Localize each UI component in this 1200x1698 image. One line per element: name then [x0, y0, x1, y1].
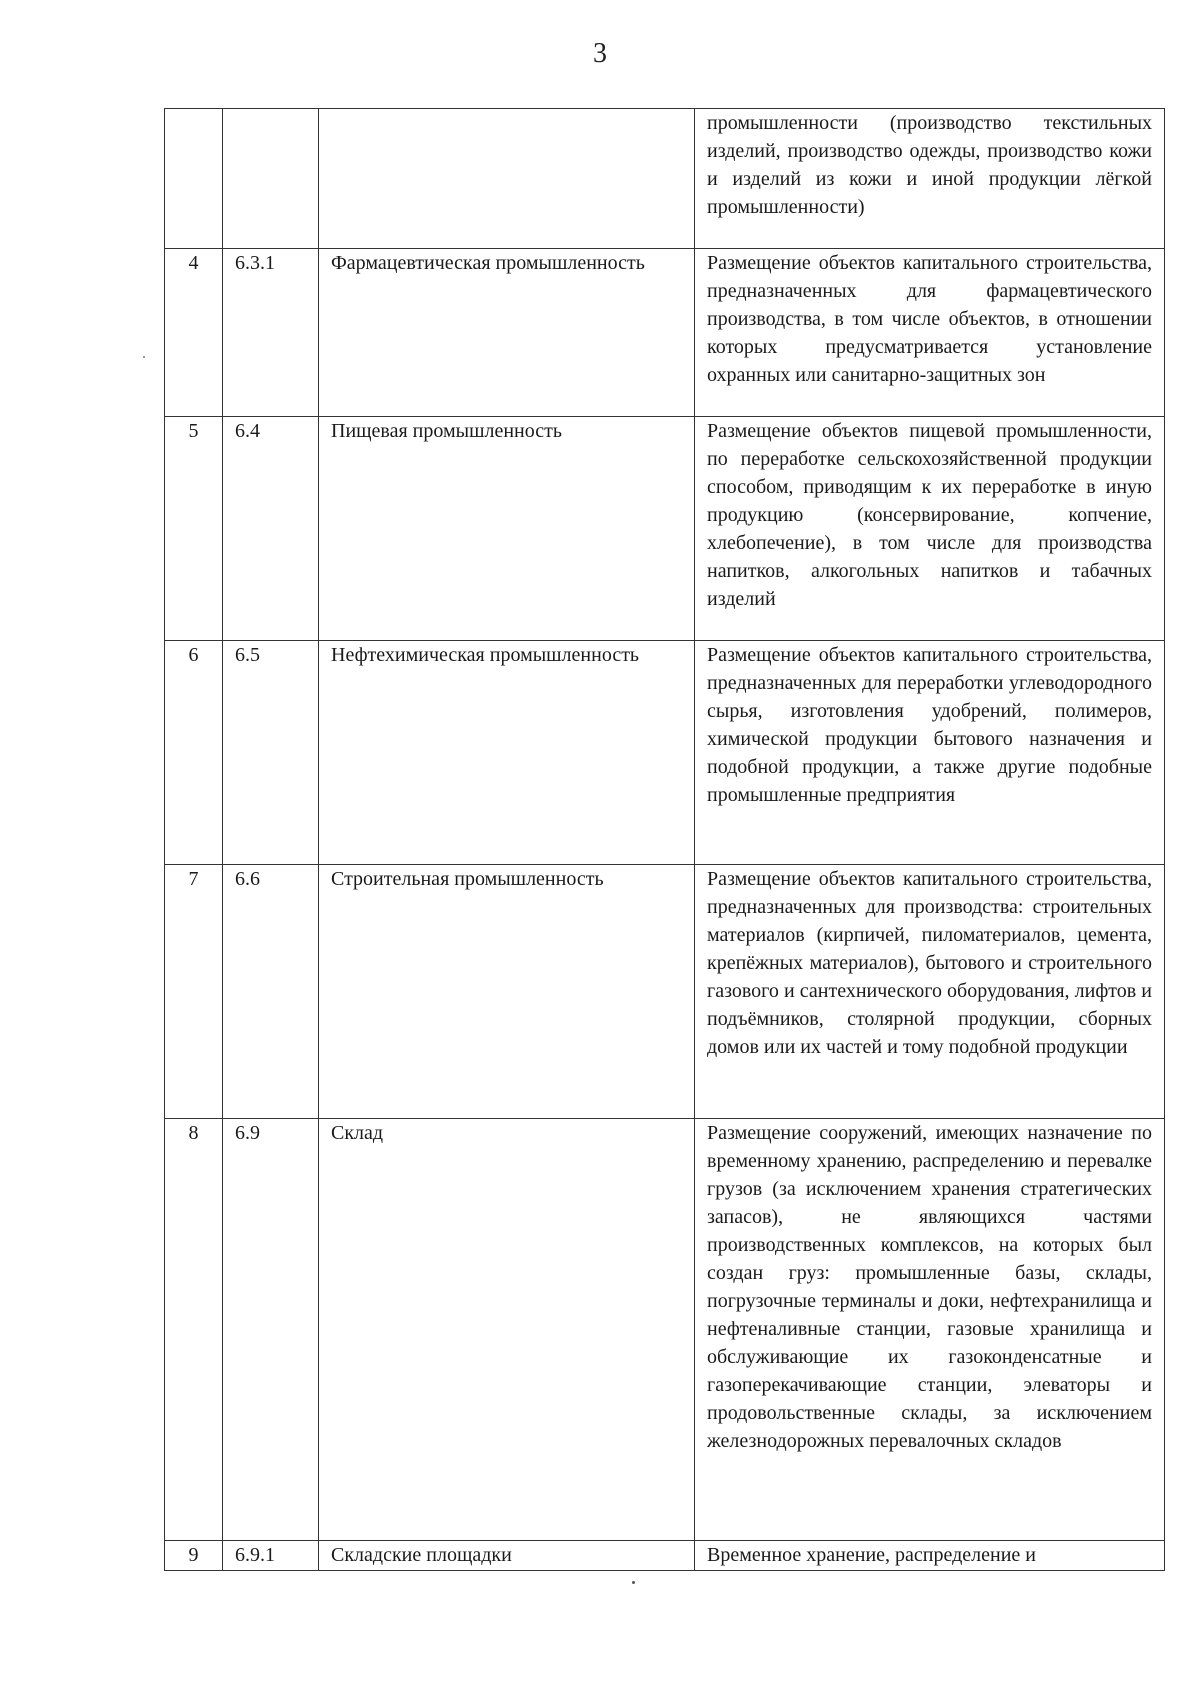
table-row [165, 249, 1165, 417]
row-number: 5 [165, 417, 223, 641]
row-number: 6 [165, 641, 223, 865]
row-number: 7 [165, 865, 223, 1119]
row-code: 6.3.1 [223, 249, 319, 417]
row-name: Строительная промышленность [319, 865, 695, 1119]
row-description: Размещение объектов капитального строительства, предназначенных для переработки углеводородного сырья, изготовления удобрений, полимеров, химической продукции бытового назначения и подобной продукции, а также другие подобные промышленные предприятия [695, 641, 1165, 865]
table-row [165, 1541, 1165, 1571]
land-use-table [164, 108, 1165, 1571]
row-description: Временное хранение, распределение и [695, 1541, 1165, 1571]
row-number: 8 [165, 1119, 223, 1541]
table-row [165, 109, 1165, 249]
table-row [165, 417, 1165, 641]
row-description: Размещение объектов капитального строительства, предназначенных для производства: строительных материалов (кирпичей, пиломатериалов, цемента, крепёжных материалов), бытового и строительного газового и сантехнического оборудования, лифтов и подъёмников, столярной продукции, сборных домов или их частей и тому подобной продукции [695, 865, 1165, 1119]
page-number: 3 [593, 38, 607, 69]
row-code [223, 109, 319, 249]
row-number: 4 [165, 249, 223, 417]
row-name [319, 109, 695, 249]
row-name: Пищевая промышленность [319, 417, 695, 641]
row-name: Складские площадки [319, 1541, 695, 1571]
row-name: Склад [319, 1119, 695, 1541]
row-number: 9 [165, 1541, 223, 1571]
table-row [165, 865, 1165, 1119]
row-code: 6.6 [223, 865, 319, 1119]
row-number [165, 109, 223, 249]
row-description: Размещение объектов пищевой промышленности, по переработке сельскохозяйственной продукции способом, приводящим к их переработке в иную продукцию (консервирование, копчение, хлебопечение), в том числе для производства напитков, алкогольных напитков и табачных изделий [695, 417, 1165, 641]
row-code: 6.9.1 [223, 1541, 319, 1571]
row-name: Нефтехимическая промышленность [319, 641, 695, 865]
row-description: Размещение объектов капитального строительства, предназначенных для фармацевтического производства, в том числе объектов, в отношении которых предусматривается установление охранных или санитарно-защитных зон [695, 249, 1165, 417]
row-code: 6.9 [223, 1119, 319, 1541]
row-description: Размещение сооружений, имеющих назначение по временному хранению, распределению и перевалке грузов (за исключением хранения стратегических запасов), не являющихся частями производственных комплексов, на которых был создан груз: промышленные базы, склады, погрузочные терминалы и доки, нефтехранилища и нефтеналивные станции, газовые хранилища и обслуживающие их газоконденсатные и газоперекачивающие станции, элеваторы и продовольственные склады, за исключением железнодорожных перевалочных складов [695, 1119, 1165, 1541]
table-row [165, 1119, 1165, 1541]
row-code: 6.5 [223, 641, 319, 865]
table-row [165, 641, 1165, 865]
row-description: промышленности (производство текстильных изделий, производство одежды, производство кожи и изделий из кожи и иной продукции лёгкой промышленности) [695, 109, 1165, 249]
row-code: 6.4 [223, 417, 319, 641]
row-name: Фармацевтическая промышленность [319, 249, 695, 417]
scan-speck [143, 356, 145, 358]
scan-speck [632, 1581, 635, 1584]
